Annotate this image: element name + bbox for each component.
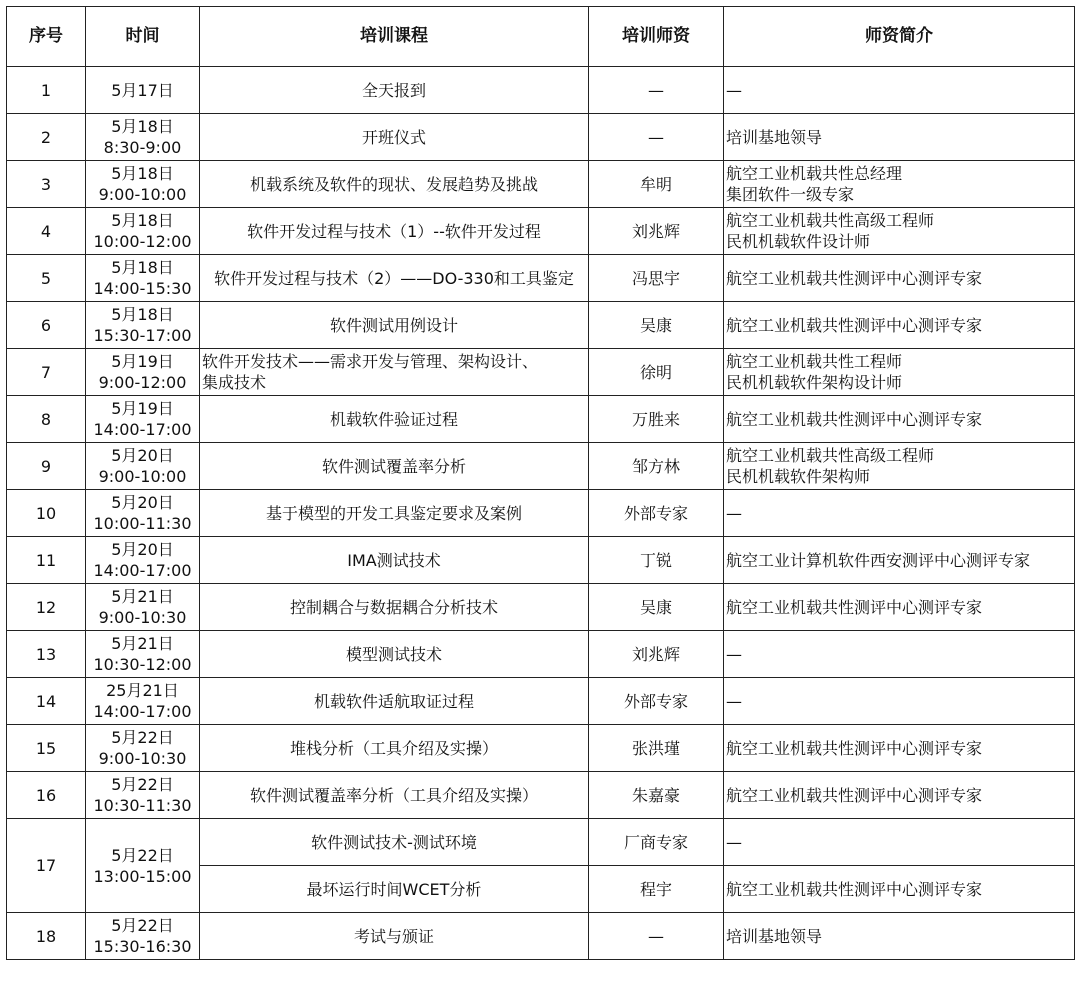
- serial-no-cell: 4: [7, 208, 86, 255]
- time-cell-line: 25月21日: [106, 681, 179, 700]
- teacher-cell: 厂商专家: [589, 819, 724, 866]
- serial-no-cell: 16: [7, 772, 86, 819]
- course-cell-line: 集成技术: [202, 373, 267, 392]
- time-cell-line: 9:00-10:30: [98, 608, 187, 627]
- teacher-cell: 丁锐: [589, 537, 724, 584]
- teacher-intro-cell: [724, 490, 1075, 537]
- table-row: [7, 443, 1075, 490]
- teacher-cell: 朱嘉豪: [589, 772, 724, 819]
- time-cell-line: 5月21日: [111, 634, 174, 653]
- course-cell-line: 模型测试技术: [345, 644, 442, 664]
- teacher-intro-cell-line: 航空工业机载共性测评中心测评专家: [726, 785, 983, 805]
- time-cell: [86, 490, 200, 537]
- time-cell-line: 15:30-16:30: [93, 937, 192, 956]
- course-cell: [200, 584, 589, 631]
- course-cell-line: 控制耦合与数据耦合分析技术: [289, 597, 498, 617]
- time-cell: [86, 67, 200, 114]
- teacher-cell: 牟明: [589, 161, 724, 208]
- teacher-intro-cell: [724, 631, 1075, 678]
- table-row: [7, 819, 1075, 866]
- teacher-intro-cell: [724, 302, 1075, 349]
- teacher-intro-cell-line: 航空工业机载共性测评中心测评专家: [726, 409, 983, 429]
- teacher-intro-cell-line: 航空工业计算机软件西安测评中心测评专家: [726, 550, 1031, 570]
- teacher-intro-cell-line: 航空工业机载共性测评中心测评专家: [726, 738, 983, 758]
- teacher-intro-cell-line: 集团软件一级专家: [726, 185, 855, 204]
- course-cell-line: 开班仪式: [361, 127, 426, 147]
- course-cell-line: 软件开发过程与技术（1）--软件开发过程: [247, 221, 541, 241]
- course-cell-line: 考试与颁证: [353, 926, 434, 946]
- time-cell-line: 5月20日: [111, 540, 174, 559]
- teacher-intro-cell-line: 航空工业机载共性测评中心测评专家: [726, 315, 983, 335]
- course-cell: [200, 631, 589, 678]
- teacher-cell: —: [589, 913, 724, 960]
- time-cell-line: 13:00-15:00: [93, 866, 192, 886]
- course-cell-line: 软件测试用例设计: [329, 315, 458, 335]
- course-cell-line: 软件测试覆盖率分析（工具介绍及实操）: [249, 785, 538, 805]
- serial-no-cell: 11: [7, 537, 86, 584]
- table-row: [7, 396, 1075, 443]
- table-row: [7, 67, 1075, 114]
- teacher-intro-cell: [724, 443, 1075, 490]
- course-cell: [200, 725, 589, 772]
- time-cell-line: 5月20日: [111, 493, 174, 512]
- serial-no-cell: 2: [7, 114, 86, 161]
- teacher-cell: 刘兆辉: [589, 631, 724, 678]
- time-cell-line: 14:00-17:00: [93, 561, 192, 580]
- time-cell: [86, 443, 200, 490]
- time-cell: [86, 678, 200, 725]
- serial-no-cell: 14: [7, 678, 86, 725]
- table-row: [7, 114, 1075, 161]
- teacher-intro-cell: [724, 678, 1075, 725]
- time-cell-line: 14:00-17:00: [93, 420, 192, 439]
- table-row: [7, 678, 1075, 725]
- course-cell-line: IMA测试技术: [347, 550, 441, 570]
- course-cell: [200, 490, 589, 537]
- time-cell-line: 5月18日: [111, 211, 174, 230]
- teacher-cell: 刘兆辉: [589, 208, 724, 255]
- teacher-intro-cell-line: 民机机载软件架构设计师: [726, 373, 903, 392]
- teacher-cell: 徐明: [589, 349, 724, 396]
- header-teacher: 培训师资: [589, 7, 724, 67]
- teacher-intro-cell: [724, 725, 1075, 772]
- teacher-intro-cell-line: —: [726, 503, 742, 523]
- time-cell-line: 5月22日: [111, 775, 174, 794]
- teacher-intro-cell-line: —: [726, 80, 742, 100]
- teacher-intro-cell: [724, 913, 1075, 960]
- time-cell-line: 14:00-17:00: [93, 702, 192, 721]
- time-cell-line: 5月18日: [111, 258, 174, 277]
- teacher-cell: 吴康: [589, 584, 724, 631]
- time-cell-line: 9:00-10:00: [98, 185, 187, 204]
- teacher-intro-cell-line: 航空工业机载共性高级工程师: [726, 211, 935, 230]
- course-cell-line: 堆栈分析（工具介绍及实操）: [289, 738, 498, 758]
- time-cell-line: 5月18日: [111, 164, 174, 183]
- table-row: [7, 631, 1075, 678]
- teacher-intro-cell: [724, 114, 1075, 161]
- table-header: [7, 7, 1075, 67]
- header-teacher-intro: 师资简介: [724, 7, 1075, 67]
- table-row: [7, 255, 1075, 302]
- time-cell-line: 5月22日: [111, 916, 174, 935]
- course-cell: [200, 208, 589, 255]
- serial-no-cell: 1: [7, 67, 86, 114]
- time-cell-line: 5月18日: [111, 305, 174, 324]
- course-cell: [200, 772, 589, 819]
- time-cell: [86, 537, 200, 584]
- teacher-cell: 万胜来: [589, 396, 724, 443]
- course-cell: [200, 67, 589, 114]
- time-cell: [86, 161, 200, 208]
- course-cell-line: 软件开发技术——需求开发与管理、架构设计、: [202, 352, 539, 371]
- course-cell: [200, 396, 589, 443]
- time-cell: [86, 631, 200, 678]
- teacher-cell: 邹方林: [589, 443, 724, 490]
- course-cell-line: 软件测试技术-测试环境: [311, 832, 477, 852]
- time-cell-line: 9:00-10:00: [98, 467, 187, 486]
- table-row: [7, 302, 1075, 349]
- teacher-intro-cell: [724, 255, 1075, 302]
- teacher-intro-cell: [724, 584, 1075, 631]
- teacher-cell: 吴康: [589, 302, 724, 349]
- serial-no-cell: 9: [7, 443, 86, 490]
- serial-no-cell: 3: [7, 161, 86, 208]
- teacher-cell: 程宇: [589, 866, 724, 913]
- table-row: [7, 725, 1075, 772]
- course-cell-line: 最坏运行时间WCET分析: [306, 879, 482, 899]
- teacher-intro-cell-line: 航空工业机载共性总经理: [726, 164, 903, 183]
- time-cell: [86, 114, 200, 161]
- teacher-intro-cell-line: —: [726, 832, 742, 852]
- time-cell: [86, 302, 200, 349]
- table-row: [7, 537, 1075, 584]
- teacher-intro-cell-line: —: [726, 691, 742, 711]
- course-cell: [200, 866, 589, 913]
- training-schedule-table: [6, 6, 1075, 960]
- teacher-intro-cell: [724, 208, 1075, 255]
- course-cell-line: 软件开发过程与技术（2）——DO-330和工具鉴定: [214, 268, 574, 288]
- time-cell-line: 10:00-12:00: [93, 232, 192, 251]
- serial-no-cell: 18: [7, 913, 86, 960]
- time-cell-line: 5月20日: [111, 446, 174, 465]
- serial-no-cell: 17: [7, 819, 86, 913]
- time-cell-line: 15:30-17:00: [93, 326, 192, 345]
- time-cell-line: 5月22日: [111, 728, 174, 747]
- table-row: [7, 490, 1075, 537]
- course-cell: [200, 255, 589, 302]
- time-cell: [86, 349, 200, 396]
- time-cell: [86, 396, 200, 443]
- time-cell-line: 10:30-12:00: [93, 655, 192, 674]
- time-cell-line: 8:30-9:00: [103, 138, 182, 157]
- teacher-intro-cell: [724, 772, 1075, 819]
- time-cell-line: 5月17日: [111, 80, 174, 100]
- serial-no-cell: 15: [7, 725, 86, 772]
- time-cell-line: 9:00-10:30: [98, 749, 187, 768]
- time-cell-line: 14:00-15:30: [93, 279, 192, 298]
- teacher-intro-cell: [724, 396, 1075, 443]
- serial-no-cell: 7: [7, 349, 86, 396]
- table-row: [7, 584, 1075, 631]
- course-cell: [200, 819, 589, 866]
- serial-no-cell: 5: [7, 255, 86, 302]
- teacher-cell: —: [589, 67, 724, 114]
- time-cell: [86, 725, 200, 772]
- header-time: 时间: [86, 7, 200, 67]
- time-cell-line: 5月19日: [111, 399, 174, 418]
- course-cell: [200, 114, 589, 161]
- course-cell: [200, 161, 589, 208]
- table-row: [7, 913, 1075, 960]
- time-cell: [86, 772, 200, 819]
- teacher-intro-cell: [724, 819, 1075, 866]
- course-cell-line: 基于模型的开发工具鉴定要求及案例: [265, 503, 522, 523]
- header-course: 培训课程: [200, 7, 589, 67]
- teacher-intro-cell-line: 民机机载软件设计师: [726, 232, 871, 251]
- time-cell-line: 5月18日: [111, 117, 174, 136]
- course-cell-line: 机载软件验证过程: [329, 409, 458, 429]
- time-cell-line: 10:00-11:30: [93, 514, 192, 533]
- table-row: [7, 349, 1075, 396]
- course-cell: [200, 537, 589, 584]
- time-cell: [86, 913, 200, 960]
- serial-no-cell: 13: [7, 631, 86, 678]
- header-row: [7, 7, 1075, 67]
- course-cell-line: 机载软件适航取证过程: [313, 691, 474, 711]
- time-cell: [86, 819, 200, 913]
- table-body: [7, 67, 1075, 960]
- teacher-intro-cell: [724, 866, 1075, 913]
- teacher-intro-cell: [724, 349, 1075, 396]
- teacher-intro-cell: [724, 537, 1075, 584]
- serial-no-cell: 8: [7, 396, 86, 443]
- course-cell-line: 全天报到: [361, 80, 426, 100]
- course-cell-line: 机载系统及软件的现状、发展趋势及挑战: [249, 174, 538, 194]
- teacher-cell: 外部专家: [589, 490, 724, 537]
- teacher-intro-cell-line: 民机机载软件架构师: [726, 467, 871, 486]
- teacher-intro-cell-line: —: [726, 644, 742, 664]
- serial-no-cell: 12: [7, 584, 86, 631]
- time-cell-line: 10:30-11:30: [93, 796, 192, 815]
- time-cell: [86, 255, 200, 302]
- teacher-intro-cell-line: 航空工业机载共性测评中心测评专家: [726, 268, 983, 288]
- time-cell: [86, 208, 200, 255]
- time-cell-line: 9:00-12:00: [98, 373, 187, 392]
- course-cell: [200, 302, 589, 349]
- course-cell: [200, 913, 589, 960]
- time-cell-line: 5月19日: [111, 352, 174, 371]
- teacher-intro-cell-line: 航空工业机载共性测评中心测评专家: [726, 597, 983, 617]
- teacher-intro-cell-line: 培训基地领导: [726, 926, 823, 946]
- teacher-intro-cell-line: 培训基地领导: [726, 127, 823, 147]
- serial-no-cell: 6: [7, 302, 86, 349]
- teacher-cell: —: [589, 114, 724, 161]
- course-cell: [200, 443, 589, 490]
- time-cell-line: 5月21日: [111, 587, 174, 606]
- teacher-intro-cell-line: 航空工业机载共性工程师: [726, 352, 903, 371]
- serial-no-cell: 10: [7, 490, 86, 537]
- table-row: [7, 772, 1075, 819]
- teacher-cell: 冯思宇: [589, 255, 724, 302]
- table-row: [7, 208, 1075, 255]
- teacher-intro-cell-line: 航空工业机载共性测评中心测评专家: [726, 879, 983, 899]
- table-row: [7, 161, 1075, 208]
- teacher-intro-cell: [724, 161, 1075, 208]
- time-cell: [86, 584, 200, 631]
- time-cell-line: 5月22日: [111, 845, 174, 865]
- header-serial-no: 序号: [7, 7, 86, 67]
- course-cell: [200, 678, 589, 725]
- teacher-intro-cell: [724, 67, 1075, 114]
- teacher-intro-cell-line: 航空工业机载共性高级工程师: [726, 446, 935, 465]
- teacher-cell: 张洪瑾: [589, 725, 724, 772]
- course-cell-line: 软件测试覆盖率分析: [321, 456, 466, 476]
- teacher-cell: 外部专家: [589, 678, 724, 725]
- course-cell: [200, 349, 589, 396]
